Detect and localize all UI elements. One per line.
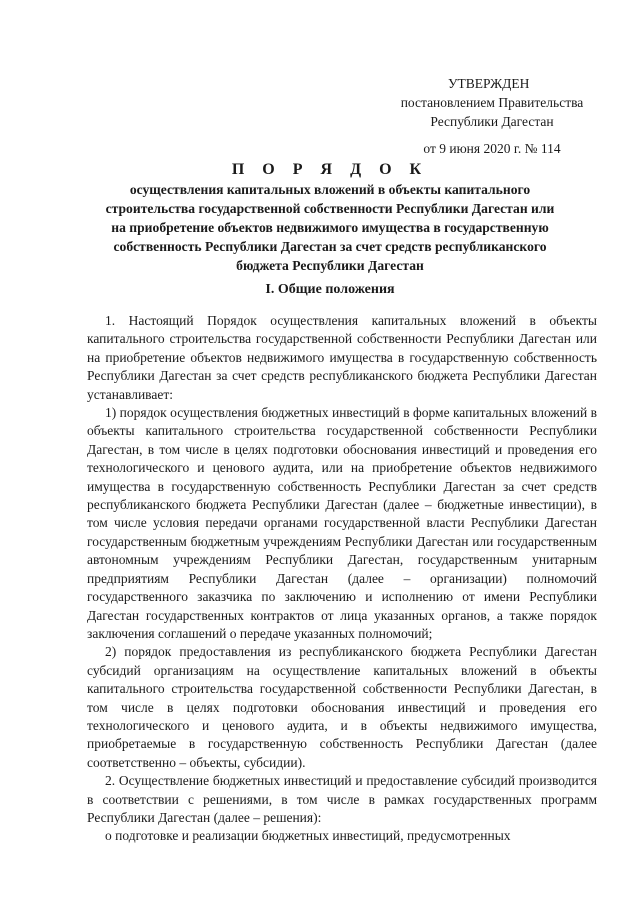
subtitle-line: осуществления капитальных вложений в объекты капитального	[129, 182, 531, 197]
paragraph: 1) порядок осуществления бюджетных инвестиций в форме капитальных вложений в объекты капитального строительства государственной собственности Республики Дагестан, в том числе в целях подготовки обоснования инвестиций и проведения его технологического и ценового аудита, или на приобретение объектов недвижимого имущества в государственную собственность Республики Дагестан за счет средств республиканского бюджета Республики Дагестан (далее – бюджетные инвестиции), в том числе условия передачи органами государственной власти Республики Дагестан государственным бюджетным учреждениям Республики Дагестан или государственным автономным учреждениям Республики Дагестан, государственным унитарным предприятиям Республики Дагестан (далее – организации) полномочий государственного заказчика по заключению и исполнению от имени Республики Дагестан государственных контрактов от лица указанных органов, а также порядок заключения соглашений о передаче указанных полномочий;	[87, 405, 597, 641]
subtitle-line: собственность Республики Дагестан за счет средств республиканского	[113, 239, 547, 254]
paragraph: 1. Настоящий Порядок осуществления капитальных вложений в объекты капитального строительства государственной собственности Республики Дагестан или на приобретение объектов недвижимого имущества в государственную собственность Республики Дагестан за счет средств республиканского бюджета Республики Дагестан устанавливает:	[87, 313, 597, 402]
republic-line: Республики Дагестан	[430, 114, 554, 129]
paragraph: 2) порядок предоставления из республиканского бюджета Республики Дагестан субсидий организациям на осуществление капитальных вложений в объекты капитального строительства государственной собственности Республики Дагестан, в том числе в целях подготовки обоснования инвестиций и проведения его технологического и ценового аудита, и в объекты недвижимого имущества, приобретаемые в государственную собственность Республики Дагестан (далее соответственно – объекты, субсидии).	[87, 644, 597, 770]
subtitle-line: бюджета Республики Дагестан	[236, 258, 424, 273]
subtitle-line: на приобретение объектов недвижимого имущества в государственную	[111, 220, 549, 235]
section-heading: I. Общие положения	[265, 282, 395, 297]
decree-line: постановлением Правительства	[400, 95, 584, 110]
document-title	[70, 160, 590, 275]
subtitle-line: строительства государственной собственности Республики Дагестан или	[105, 201, 555, 216]
approval-stamp	[392, 74, 592, 158]
main-title: П О Р Я Д О К	[231, 161, 429, 178]
date-number-line: от 9 июня 2020 г. № 114	[423, 141, 561, 156]
approved-label: УТВЕРЖДЕН	[448, 76, 530, 91]
paragraph: 2. Осуществление бюджетных инвестиций и предоставление субсидий производится в соответствии с решениями, в том числе в рамках государственных программ Республики Дагестан (далее – решения):	[87, 773, 597, 825]
document-body	[87, 312, 597, 846]
paragraph: о подготовке и реализации бюджетных инвестиций, предусмотренных	[105, 828, 511, 844]
subtitle	[70, 180, 590, 275]
